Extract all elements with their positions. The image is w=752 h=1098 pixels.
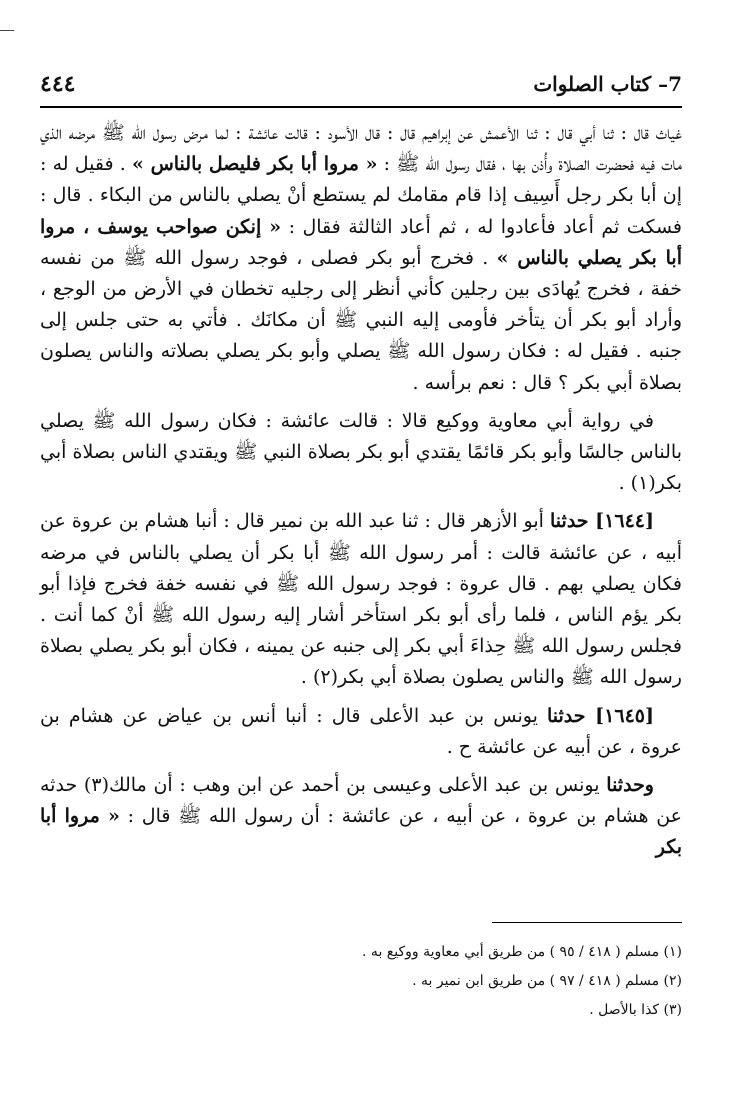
footnote-rule xyxy=(492,922,682,923)
main-text xyxy=(40,118,682,871)
hadith-1645 xyxy=(40,701,682,763)
chain-label: وحدثنا xyxy=(606,774,654,797)
paragraph-5-text: يونس بن عبد الأعلى وعيسى بن أحمد عن ابن وهب : أن مالك(٣) حدثه عن هشام بن عروة ، عن أبيه ، عن عائشة : أن رسول الله ﷺ قال : xyxy=(40,774,682,828)
paragraph-2: في رواية أبي معاوية ووكيع قالا : قالت عائشة : فكان رسول الله ﷺ يصلي بالناس جالسًا وأبو بكر قائمًا يقتدي أبو بكر بصلاة النبي ﷺ ويقتدي الناس بصلاة أبي بكر(١) . xyxy=(40,409,682,495)
hadith-1644-text: أبو الأزهر قال : ثنا عبد الله بن نمير قال : أنبا هشام بن عروة عن أبيه ، عن عائشة قالت : أمر رسول الله ﷺ أبا بكر أن يصلي بالناس في مرضه فكان يصلي بهم . قال عروة : فوجد رسول الله ﷺ في نفسه خفة فخرج فإذا أبو بكر يؤم الناس ، فلما رأى أبو بكر استأخر أشار إليه رسول الله ﷺ أنْ كما أنت . فجلس رسول الله ﷺ حِذاءَ أبي بكر إلى جنبه عن يمينه ، فكان أبو بكر يصلي بصلاة رسول الله ﷺ والناس يصلون بصلاة أبي بكر(٢) . xyxy=(40,510,682,689)
footnote-2: (٢) مسلم ( ٤١٨ / ٩٧ ) من طريق ابن نمير به . xyxy=(412,973,682,989)
page-header xyxy=(40,66,682,102)
hadith-quote-3: « مروا أبا بكر xyxy=(40,805,682,859)
hadith-1645-text: يونس بن عبد الأعلى قال : أنبا أنس بن عياض عن هشام بن عروة ، عن أبيه عن عائشة ح . xyxy=(40,704,682,758)
hadith-number-1645: [١٦٤٥] حدثنا xyxy=(546,704,654,727)
hadith-1644 xyxy=(40,506,682,693)
paragraph-1-text-c: . فخرج أبو بكر فصلى ، فوجد رسول الله ﷺ من نفسه خفة ، فخرج يُهادَى بين رجلين كأني أنظر إلى رجليه تخطان في الأرض من الوجع ، وأراد أبو بكر أن يتأخر فأومى إليه النبي ﷺ أن مكانَك . فأتي به حتى جلس إلى جنبه . فقيل له : فكان رسول الله ﷺ يصلي وأبو بكر يصلي بصلاته والناس يصلون بصلاة أبي بكر ؟ قال : نعم برأسه . xyxy=(40,246,682,394)
chapter-title: 7– كتاب الصلوات xyxy=(533,72,682,96)
hadith-quote-1: « مروا أبا بكر فليصل بالناس » xyxy=(131,153,378,176)
header-rule xyxy=(40,106,682,108)
hadith-number-1644: [١٦٤٤] حدثنا xyxy=(550,510,654,533)
page-number: ٤٤٤ xyxy=(40,71,76,97)
footnote-1: (١) مسلم ( ٤١٨ / ٩٥ ) من طريق أبي معاوية ووكيع به . xyxy=(362,944,682,960)
paragraph-1-text-b: . فقيل له : إن أبا بكر رجل أَسِيف إذا قام مقامك لم يستطع أنْ يصلي بالناس من البكاء . قال : فسكت ثم أعاد فأعادوا له ، ثم أعاد الثالثة فقال : xyxy=(40,153,682,238)
paragraph-1-text-a: غياث قال : ثنا أبي قال : ثنا الأعمش عن إبراهيم قال : قال الأسود : قالت عائشة : لما مرض رسول الله ﷺ مرضه الذي مات فيه فحضرت الصلاة وأُذن بها ، فقال رسول الله ﷺ : xyxy=(40,122,683,176)
paragraph-5 xyxy=(40,770,682,864)
paragraph-1 xyxy=(40,118,682,399)
footnote-3: (٣) كذا بالأصل . xyxy=(589,1002,682,1018)
scan-corner-mark xyxy=(0,30,14,31)
hadith-quote-2: « إنكن صواحب يوسف ، مروا أبا بكر يصلي بالناس » xyxy=(40,215,682,269)
footnotes xyxy=(40,938,682,1025)
